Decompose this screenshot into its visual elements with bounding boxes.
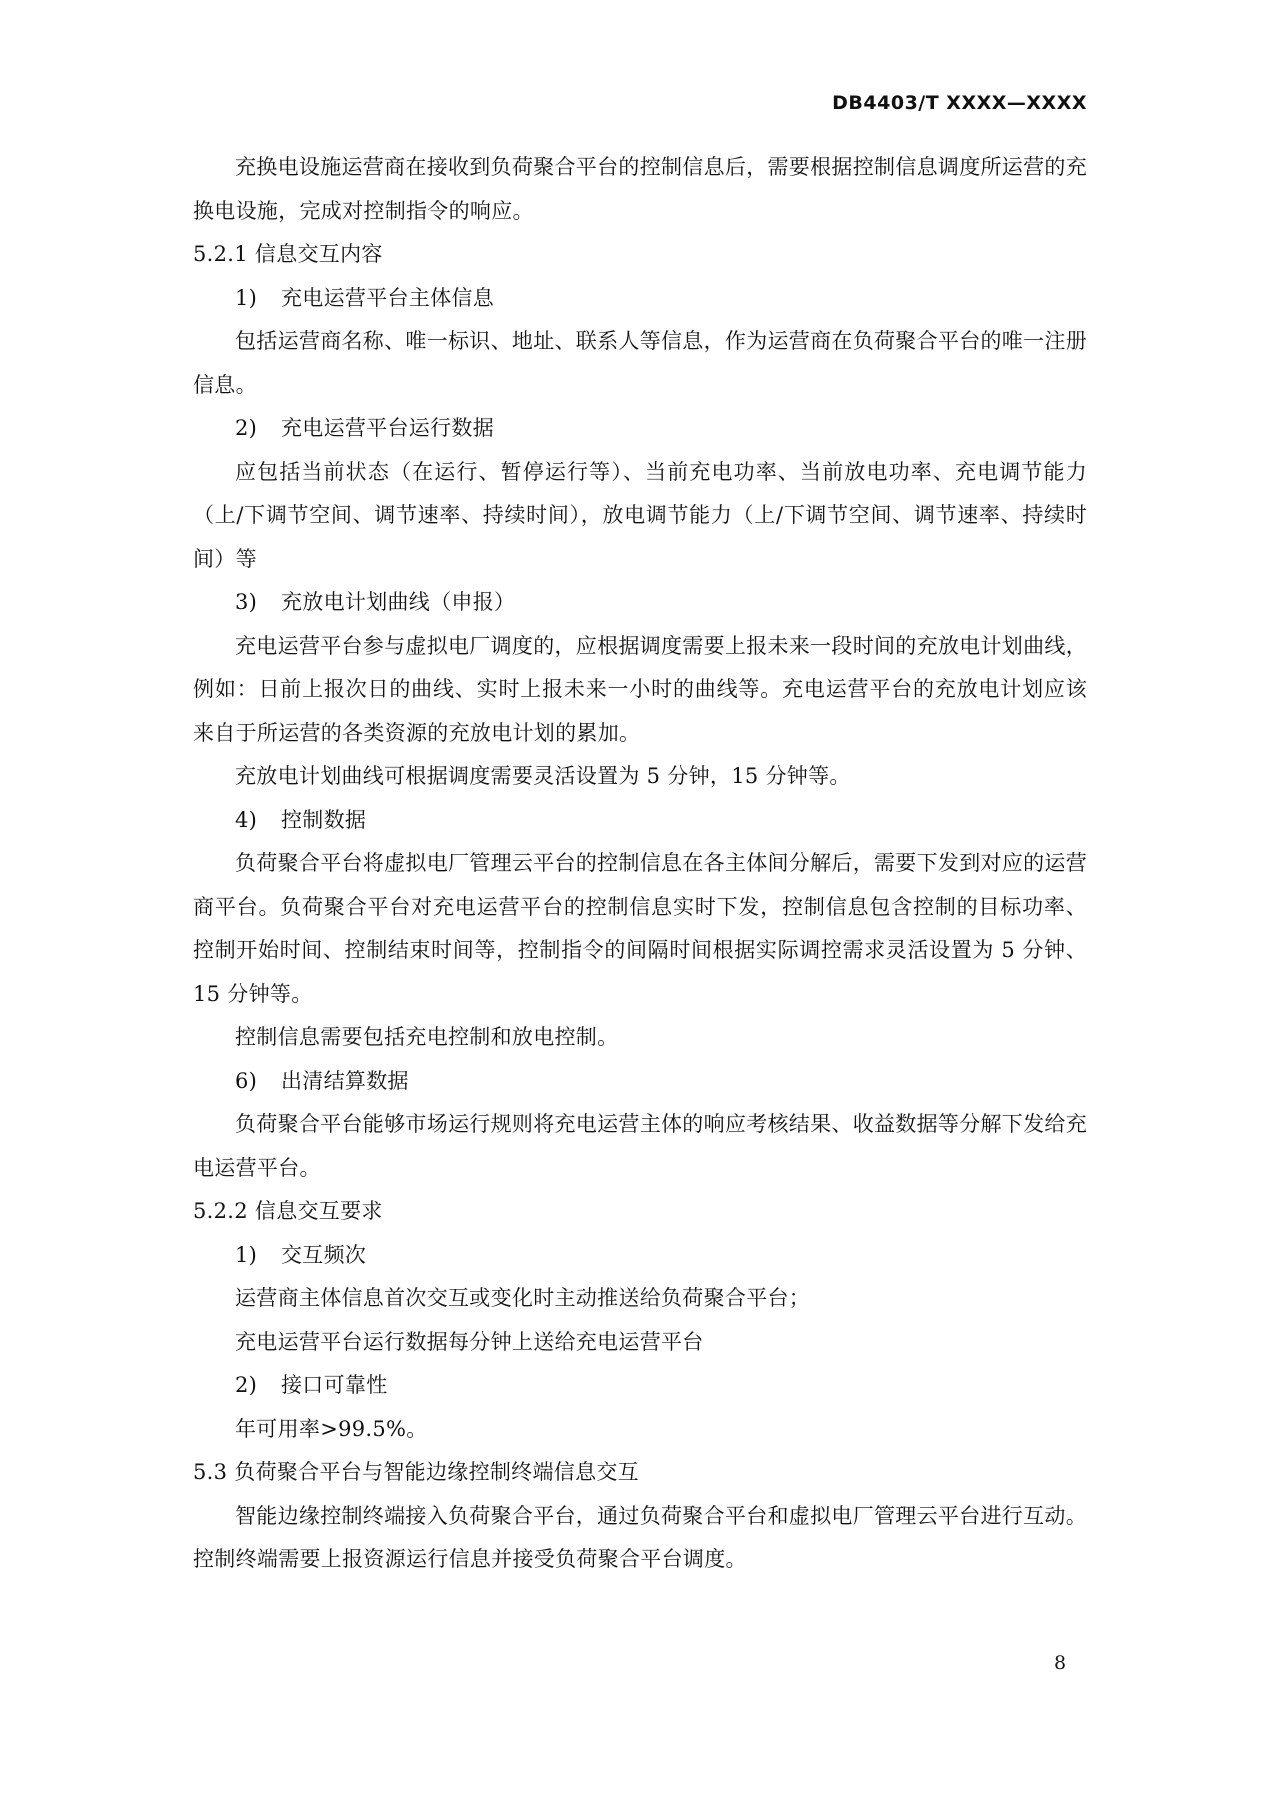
list-item xyxy=(193,1234,1087,1278)
list-item-label: 控制数据 xyxy=(281,807,367,832)
document-body xyxy=(193,146,1087,1582)
paragraph: 包括运营商名称、唯一标识、地址、联系人等信息，作为运营商在负荷聚合平台的唯一注册信息。 xyxy=(193,329,1087,397)
list-item xyxy=(193,799,1087,843)
paragraph: 年可用率>99.5%。 xyxy=(235,1416,428,1441)
paragraph: 智能边缘控制终端接入负荷聚合平台，通过负荷聚合平台和虚拟电厂管理云平台进行互动。控制终端需要上报资源运行信息并接受负荷聚合平台调度。 xyxy=(193,1503,1087,1571)
paragraph: 充电运营平台运行数据每分钟上送给充电运营平台 xyxy=(235,1329,704,1354)
list-item-label: 交互频次 xyxy=(281,1242,367,1267)
section-heading-5-3: 5.3 负荷聚合平台与智能边缘控制终端信息交互 xyxy=(193,1460,639,1484)
section-heading-5-2-1: 5.2.1 信息交互内容 xyxy=(193,242,383,266)
list-item-label: 充放电计划曲线（申报） xyxy=(281,590,516,614)
list-item xyxy=(193,277,1087,321)
list-item-number: 2) xyxy=(235,416,258,440)
list-item-number: 1) xyxy=(235,1242,258,1267)
list-item-label: 充电运营平台运行数据 xyxy=(281,416,494,440)
document-code: DB4403/T XXXX—XXXX xyxy=(832,92,1087,114)
list-item xyxy=(193,581,1087,625)
paragraph: 负荷聚合平台将虚拟电厂管理云平台的控制信息在各主体间分解后，需要下发到对应的运营商平台。负荷聚合平台对充电运营平台的控制信息实时下发，控制信息包含控制的目标功率、控制开始时间、控制结束时间等，控制指令的间隔时间根据实际调控需求灵活设置为 5 分钟、15 分钟等。 xyxy=(193,851,1087,1006)
list-item-number: 1) xyxy=(235,285,258,310)
list-item-number: 3) xyxy=(235,590,258,614)
list-item xyxy=(193,407,1087,451)
paragraph: 运营商主体信息首次交互或变化时主动推送给负荷聚合平台； xyxy=(235,1286,811,1310)
list-item-label: 充电运营平台主体信息 xyxy=(281,285,494,310)
list-item xyxy=(193,1364,1087,1408)
paragraph: 充电运营平台参与虚拟电厂调度的，应根据调度需要上报未来一段时间的充放电计划曲线，例如：日前上报次日的曲线、实时上报未来一小时的曲线等。充电运营平台的充放电计划应该来自于所运营的各类资源的充放电计划的累加。 xyxy=(193,633,1087,745)
list-item xyxy=(193,1060,1087,1104)
list-item-number: 6) xyxy=(235,1068,258,1093)
paragraph: 充换电设施运营商在接收到负荷聚合平台的控制信息后，需要根据控制信息调度所运营的充换电设施，完成对控制指令的响应。 xyxy=(193,155,1087,223)
list-item-label: 出清结算数据 xyxy=(281,1068,409,1093)
list-item-number: 4) xyxy=(235,807,258,832)
paragraph: 应包括当前状态（在运行、暂停运行等）、当前充电功率、当前放电功率、充电调节能力（上/下调节空间、调节速率、持续时间），放电调节能力（上/下调节空间、调节速率、持续时间）等 xyxy=(193,459,1087,571)
paragraph: 负荷聚合平台能够市场运行规则将充电运营主体的响应考核结果、收益数据等分解下发给充电运营平台。 xyxy=(193,1112,1087,1180)
paragraph: 控制信息需要包括充电控制和放电控制。 xyxy=(235,1025,619,1049)
paragraph: 充放电计划曲线可根据调度需要灵活设置为 5 分钟，15 分钟等。 xyxy=(235,764,851,788)
list-item-label: 接口可靠性 xyxy=(281,1373,388,1397)
list-item-number: 2) xyxy=(235,1373,258,1397)
section-heading-5-2-2: 5.2.2 信息交互要求 xyxy=(193,1199,383,1223)
page-number: 8 xyxy=(1054,1652,1067,1674)
